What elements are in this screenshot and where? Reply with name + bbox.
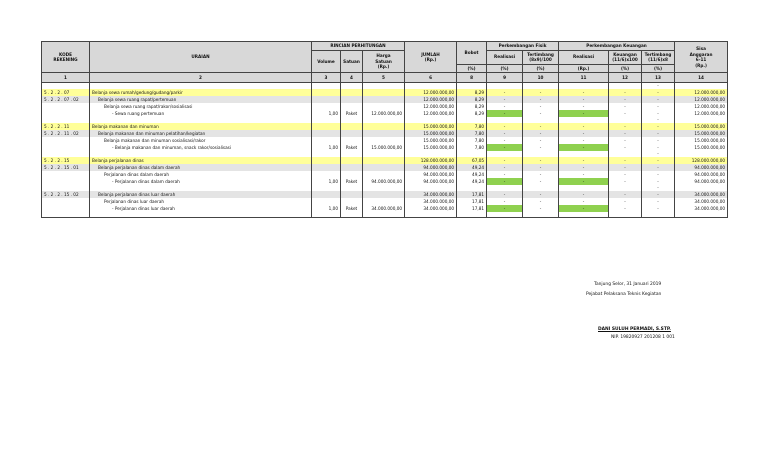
cell-harga (363, 103, 405, 110)
header-kode: KODE REKENING (42, 42, 90, 73)
cell-uraian: Belanja perjalanan dinas luar daerah (90, 191, 312, 198)
cell-realisasi-fisik: - (487, 123, 523, 130)
cell-realisasi-keu: - (559, 205, 609, 212)
cell-bobot: 8,29 (457, 96, 487, 103)
cell-satuan (341, 103, 363, 110)
cell-tertimbang-fisik: - (523, 157, 559, 164)
cell-satuan (341, 191, 363, 198)
column-number: 1 (42, 73, 90, 83)
table-row (42, 178, 728, 185)
cell-volume (312, 157, 341, 164)
cell-harga (363, 164, 405, 171)
cell-volume (312, 191, 341, 198)
cell-tertimbang-keu: - (642, 198, 675, 205)
cell-tertimbang-keu: - (642, 178, 675, 185)
cell-tertimbang-keu: - (642, 117, 675, 123)
cell-sisa (675, 212, 728, 218)
cell-satuan (341, 96, 363, 103)
realization-table (41, 41, 728, 218)
cell-sisa: 12.000.000,00 (675, 110, 728, 117)
header-realisasi-fisik-unit: (%) (487, 64, 523, 73)
cell-tertimbang-keu: - (642, 137, 675, 144)
header-jumlah: JUMLAH (Rp.) (405, 42, 457, 73)
table-row (42, 144, 728, 151)
cell-realisasi-fisik: - (487, 191, 523, 198)
cell-harga: 15.000.000,00 (363, 144, 405, 151)
cell-bobot: 49,24 (457, 178, 487, 185)
column-number: 6 (405, 73, 457, 83)
cell-tertimbang-fisik: - (523, 144, 559, 151)
cell-keuangan-pct: - (609, 96, 642, 103)
cell-tertimbang-keu: - (642, 130, 675, 137)
column-number: 3 (312, 73, 341, 83)
header-keuangan-pct-unit: (%) (609, 64, 642, 73)
column-number: 11 (559, 73, 609, 83)
cell-satuan: Paket (341, 205, 363, 212)
cell-uraian (90, 212, 312, 218)
cell-satuan: Paket (341, 110, 363, 117)
header-keuangan-pct: Keuangan (11/6)x100 (609, 50, 642, 64)
header-rincian: RINCIAN PERHITUNGAN (312, 42, 405, 51)
table-row (42, 110, 728, 117)
cell-realisasi-keu: - (559, 198, 609, 205)
cell-realisasi-keu: - (559, 178, 609, 185)
header-realisasi-fisik: Realisasi (487, 50, 523, 64)
cell-realisasi-fisik: - (487, 89, 523, 96)
cell-jumlah: 15.000.000,00 (405, 144, 457, 151)
cell-volume (312, 198, 341, 205)
cell-realisasi-keu: - (559, 123, 609, 130)
cell-satuan: Paket (341, 144, 363, 151)
cell-sisa: 12.000.000,00 (675, 89, 728, 96)
cell-realisasi-fisik (487, 212, 523, 218)
column-number: 8 (457, 73, 487, 83)
cell-keuangan-pct: - (609, 164, 642, 171)
column-number: 10 (523, 73, 559, 83)
cell-kode: 5 . 2 . 2 . 07 (42, 89, 90, 96)
cell-kode (42, 171, 90, 178)
cell-volume: 1,00 (312, 110, 341, 117)
cell-satuan (341, 130, 363, 137)
cell-tertimbang-fisik: - (523, 191, 559, 198)
cell-volume (312, 171, 341, 178)
column-number: 2 (90, 73, 312, 83)
cell-bobot: 49,24 (457, 164, 487, 171)
column-number: 9 (487, 73, 523, 83)
cell-jumlah (405, 212, 457, 218)
table-row (42, 212, 728, 218)
cell-kode: 5 . 2 . 2 . 15 (42, 157, 90, 164)
table-row (42, 123, 728, 130)
cell-realisasi-fisik: - (487, 205, 523, 212)
header-bobot-unit: (%) (457, 64, 487, 73)
cell-sisa: 34.000.000,00 (675, 191, 728, 198)
cell-bobot: 7,80 (457, 130, 487, 137)
cell-realisasi-fisik: - (487, 198, 523, 205)
cell-realisasi-fisik: - (487, 96, 523, 103)
table-row (42, 103, 728, 110)
cell-harga (363, 130, 405, 137)
cell-tertimbang-keu: - (642, 89, 675, 96)
signature-nip: NIP. 19820927 201208 1 001 (611, 335, 675, 340)
cell-bobot: 7,80 (457, 137, 487, 144)
cell-tertimbang-fisik: - (523, 171, 559, 178)
cell-tertimbang-keu (642, 212, 675, 218)
cell-bobot: 17,81 (457, 198, 487, 205)
cell-harga (363, 212, 405, 218)
cell-volume (312, 103, 341, 110)
header-sisa: Sisa Anggaran 6-11 (Rp.) (675, 42, 728, 73)
cell-satuan (341, 198, 363, 205)
column-number: 13 (642, 73, 675, 83)
cell-kode: 5 . 2 . 2 . 15 . 01 (42, 164, 90, 171)
cell-kode (42, 212, 90, 218)
cell-keuangan-pct: - (609, 110, 642, 117)
header-tertimbang-keu: Tertimbang (11/6)x8 (642, 50, 675, 64)
cell-bobot: 49,24 (457, 171, 487, 178)
signature-name: DANI SULUH PERMADI, S.STP. (598, 327, 671, 332)
cell-tertimbang-keu: - (642, 185, 675, 191)
cell-bobot: 67,05 (457, 157, 487, 164)
cell-keuangan-pct: - (609, 198, 642, 205)
cell-jumlah: 12.000.000,00 (405, 96, 457, 103)
cell-uraian: - Perjalanan dinas dalam daerah (90, 178, 312, 185)
table-row (42, 137, 728, 144)
header-keuangan: Perkembangan Keuangan (559, 42, 675, 51)
column-number-row (42, 73, 728, 83)
cell-kode (42, 178, 90, 185)
cell-tertimbang-fisik: - (523, 103, 559, 110)
cell-sisa: 34.000.000,00 (675, 205, 728, 212)
cell-volume (312, 212, 341, 218)
cell-kode: 5 . 2 . 2 . 15 . 02 (42, 191, 90, 198)
cell-volume: 1,00 (312, 205, 341, 212)
cell-volume (312, 96, 341, 103)
cell-realisasi-keu: - (559, 110, 609, 117)
cell-realisasi-fisik: - (487, 157, 523, 164)
cell-harga (363, 89, 405, 96)
cell-keuangan-pct: - (609, 137, 642, 144)
cell-realisasi-fisik: - (487, 110, 523, 117)
cell-tertimbang-fisik: - (523, 96, 559, 103)
cell-keuangan-pct: - (609, 123, 642, 130)
cell-uraian: - Belanja makanan dan minuman, snack rakor/sosialisasi (90, 144, 312, 151)
header-harga: Harga Satuan (Rp.) (363, 50, 405, 73)
cell-harga (363, 198, 405, 205)
cell-kode (42, 103, 90, 110)
cell-sisa: 94.000.000,00 (675, 178, 728, 185)
cell-jumlah: 12.000.000,00 (405, 110, 457, 117)
table-row (42, 96, 728, 103)
column-number: 12 (609, 73, 642, 83)
cell-tertimbang-keu: - (642, 151, 675, 157)
table-row (42, 89, 728, 96)
cell-tertimbang-fisik: - (523, 178, 559, 185)
cell-bobot: 17,81 (457, 191, 487, 198)
cell-realisasi-fisik: - (487, 137, 523, 144)
cell-uraian: - Perjalanan dinas luar daerah (90, 205, 312, 212)
cell-keuangan-pct: - (609, 130, 642, 137)
cell-sisa: 15.000.000,00 (675, 123, 728, 130)
signature-title: Pejabat Pelaksana Teknis Kegiatan (586, 292, 662, 297)
cell-tertimbang-fisik (523, 212, 559, 218)
cell-sisa: 128.000.000,00 (675, 157, 728, 164)
cell-realisasi-keu: - (559, 164, 609, 171)
column-number: 4 (341, 73, 363, 83)
cell-tertimbang-keu: - (642, 144, 675, 151)
cell-realisasi-fisik: - (487, 171, 523, 178)
cell-jumlah: 12.000.000,00 (405, 103, 457, 110)
cell-bobot: 8,29 (457, 103, 487, 110)
cell-satuan (341, 212, 363, 218)
cell-realisasi-keu: - (559, 89, 609, 96)
cell-realisasi-keu: - (559, 191, 609, 198)
cell-sisa: 34.000.000,00 (675, 198, 728, 205)
cell-harga (363, 191, 405, 198)
cell-jumlah: 12.000.000,00 (405, 89, 457, 96)
cell-jumlah: 94.000.000,00 (405, 171, 457, 178)
cell-kode: 5 . 2 . 2 . 11 (42, 123, 90, 130)
cell-tertimbang-keu: - (642, 110, 675, 117)
cell-uraian: Belanja sewa rumah/gedung/gudang/parkir (90, 89, 312, 96)
cell-satuan (341, 137, 363, 144)
cell-satuan (341, 171, 363, 178)
cell-uraian: Belanja perjalanan dinas dalam daerah (90, 164, 312, 171)
cell-jumlah: 34.000.000,00 (405, 205, 457, 212)
cell-sisa: 15.000.000,00 (675, 144, 728, 151)
cell-uraian: Belanja sewa ruang rapat/rakor/sosialisasi (90, 103, 312, 110)
cell-uraian: Belanja perjalanan dinas (90, 157, 312, 164)
cell-keuangan-pct: - (609, 191, 642, 198)
cell-tertimbang-fisik: - (523, 137, 559, 144)
cell-jumlah: 34.000.000,00 (405, 198, 457, 205)
cell-tertimbang-fisik: - (523, 89, 559, 96)
report-sheet (41, 41, 727, 218)
cell-realisasi-fisik: - (487, 103, 523, 110)
table-header (42, 42, 728, 83)
cell-jumlah: 128.000.000,00 (405, 157, 457, 164)
cell-keuangan-pct: - (609, 178, 642, 185)
cell-realisasi-fisik: - (487, 130, 523, 137)
cell-satuan: Paket (341, 178, 363, 185)
cell-kode (42, 137, 90, 144)
table-row (42, 205, 728, 212)
cell-harga: 34.000.000,00 (363, 205, 405, 212)
cell-jumlah: 94.000.000,00 (405, 164, 457, 171)
cell-uraian: - Sewa ruang pertemuan (90, 110, 312, 117)
cell-jumlah: 15.000.000,00 (405, 137, 457, 144)
cell-keuangan-pct: - (609, 144, 642, 151)
cell-realisasi-keu: - (559, 137, 609, 144)
header-fisik: Perkembangan Fisik (487, 42, 559, 51)
cell-bobot: 7,80 (457, 123, 487, 130)
cell-volume (312, 137, 341, 144)
cell-tertimbang-keu: - (642, 96, 675, 103)
cell-jumlah: 15.000.000,00 (405, 123, 457, 130)
header-volume: Volume (312, 50, 341, 73)
cell-kode (42, 198, 90, 205)
header-tertimbang-keu-unit: (%) (642, 64, 675, 73)
cell-tertimbang-keu: - (642, 157, 675, 164)
cell-tertimbang-fisik: - (523, 164, 559, 171)
cell-jumlah: 94.000.000,00 (405, 178, 457, 185)
cell-realisasi-keu: - (559, 96, 609, 103)
cell-harga: 12.000.000,00 (363, 110, 405, 117)
cell-kode (42, 205, 90, 212)
cell-realisasi-keu: - (559, 171, 609, 178)
cell-satuan (341, 164, 363, 171)
cell-realisasi-fisik: - (487, 144, 523, 151)
cell-kode: 5 . 2 . 2 . 11 . 02 (42, 130, 90, 137)
cell-bobot: 7,80 (457, 144, 487, 151)
cell-volume (312, 130, 341, 137)
cell-harga (363, 157, 405, 164)
column-number: 14 (675, 73, 728, 83)
cell-tertimbang-fisik: - (523, 123, 559, 130)
header-uraian: URAIAN (90, 42, 312, 73)
cell-tertimbang-keu: - (642, 191, 675, 198)
header-tertimbang-fisik: Tertimbang (8x9)/100 (523, 50, 559, 64)
cell-satuan (341, 123, 363, 130)
cell-tertimbang-keu: - (642, 205, 675, 212)
cell-volume (312, 89, 341, 96)
cell-sisa: 12.000.000,00 (675, 96, 728, 103)
table-row (42, 164, 728, 171)
header-satuan: Satuan (341, 50, 363, 73)
cell-jumlah: 34.000.000,00 (405, 191, 457, 198)
cell-bobot: 17,81 (457, 205, 487, 212)
cell-uraian: Perjalanan dinas dalam daerah (90, 171, 312, 178)
cell-tertimbang-keu: - (642, 171, 675, 178)
cell-sisa: 15.000.000,00 (675, 130, 728, 137)
cell-uraian: Perjalanan dinas luar daerah (90, 198, 312, 205)
cell-sisa: 94.000.000,00 (675, 164, 728, 171)
cell-realisasi-fisik: - (487, 164, 523, 171)
cell-realisasi-keu: - (559, 130, 609, 137)
cell-bobot (457, 212, 487, 218)
cell-tertimbang-keu: - (642, 123, 675, 130)
cell-keuangan-pct (609, 212, 642, 218)
cell-keuangan-pct: - (609, 89, 642, 96)
cell-volume (312, 164, 341, 171)
cell-tertimbang-fisik: - (523, 130, 559, 137)
table-row (42, 130, 728, 137)
cell-volume: 1,00 (312, 178, 341, 185)
cell-sisa: 12.000.000,00 (675, 103, 728, 110)
cell-kode: 5 . 2 . 2 . 07 . 02 (42, 96, 90, 103)
cell-uraian: Belanja makanan dan minuman (90, 123, 312, 130)
cell-bobot: 8,29 (457, 110, 487, 117)
cell-harga: 94.000.000,00 (363, 178, 405, 185)
cell-tertimbang-fisik: - (523, 198, 559, 205)
cell-harga (363, 96, 405, 103)
cell-tertimbang-keu: - (642, 83, 675, 90)
cell-harga (363, 123, 405, 130)
table-row (42, 157, 728, 164)
cell-keuangan-pct: - (609, 103, 642, 110)
cell-keuangan-pct: - (609, 157, 642, 164)
cell-tertimbang-keu: - (642, 103, 675, 110)
cell-realisasi-keu: - (559, 103, 609, 110)
cell-volume (312, 123, 341, 130)
cell-keuangan-pct: - (609, 205, 642, 212)
cell-bobot: 8,29 (457, 89, 487, 96)
signature-place-date: Tanjung Selor, 31 Januari 2019 (594, 282, 662, 287)
cell-sisa: 15.000.000,00 (675, 137, 728, 144)
header-realisasi-keu: Realisasi (559, 50, 609, 64)
cell-uraian: Belanja sewa ruang rapat/pertemuan (90, 96, 312, 103)
cell-kode (42, 110, 90, 117)
cell-realisasi-keu: - (559, 157, 609, 164)
cell-harga (363, 137, 405, 144)
header-realisasi-keu-unit: (Rp.) (559, 64, 609, 73)
cell-satuan (341, 89, 363, 96)
table-row (42, 171, 728, 178)
cell-satuan (341, 157, 363, 164)
cell-uraian: Belanja makanan dan minuman pelatihan/kegiatan (90, 130, 312, 137)
cell-tertimbang-fisik: - (523, 110, 559, 117)
cell-kode (42, 144, 90, 151)
cell-tertimbang-keu: - (642, 164, 675, 171)
cell-realisasi-keu (559, 212, 609, 218)
cell-uraian: Belanja makanan dan minuman sosialisasi/rakor (90, 137, 312, 144)
header-tertimbang-fisik-unit: (%) (523, 64, 559, 73)
column-number: 5 (363, 73, 405, 83)
cell-sisa: 94.000.000,00 (675, 171, 728, 178)
cell-realisasi-fisik: - (487, 178, 523, 185)
table-body (42, 83, 728, 218)
header-bobot: Bobot (457, 42, 487, 65)
cell-realisasi-keu: - (559, 144, 609, 151)
cell-jumlah: 15.000.000,00 (405, 130, 457, 137)
table-row (42, 191, 728, 198)
table-row (42, 198, 728, 205)
cell-volume: 1,00 (312, 144, 341, 151)
cell-keuangan-pct: - (609, 171, 642, 178)
cell-harga (363, 171, 405, 178)
cell-tertimbang-fisik: - (523, 205, 559, 212)
